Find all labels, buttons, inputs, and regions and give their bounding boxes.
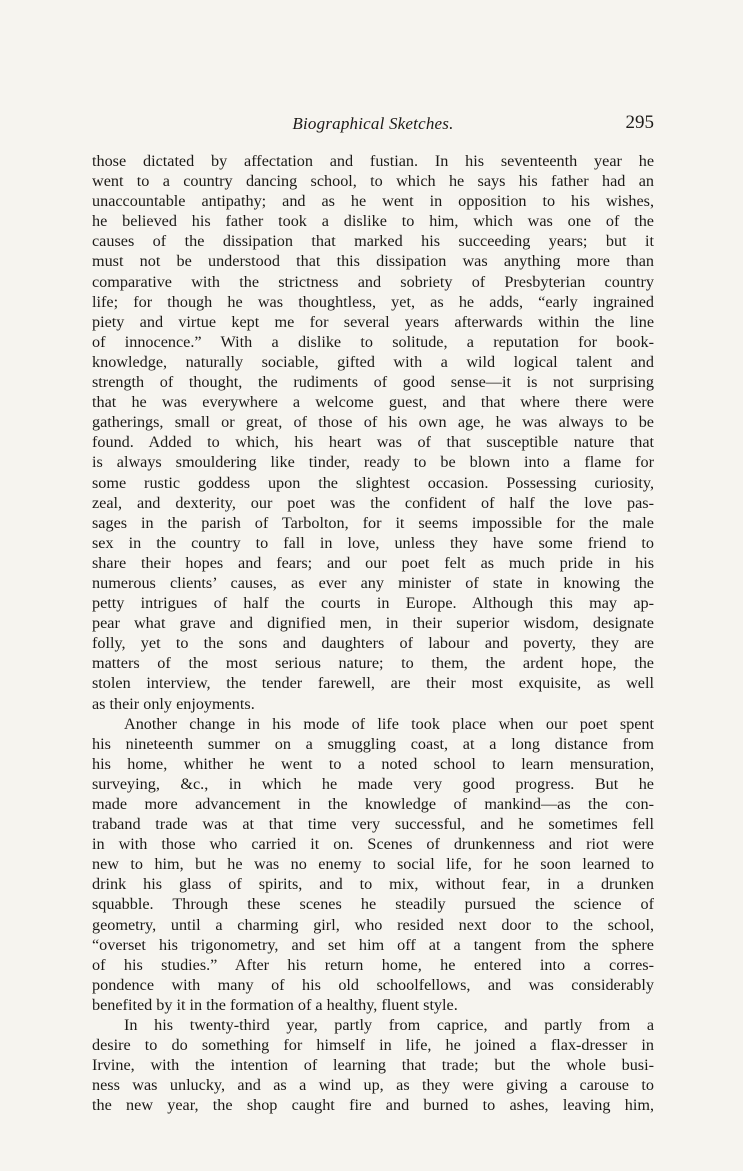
- text-line: petty intrigues of half the courts in Europe. Although this may ap-: [92, 594, 654, 613]
- text-line: that he was everywhere a welcome guest, and that where there were: [92, 393, 654, 412]
- text-line: share their hopes and fears; and our poet felt as much pride in his: [92, 553, 654, 572]
- text-line: unaccountable antipathy; and as he went in opposition to his wishes,: [92, 192, 654, 211]
- text-line: folly, yet to the sons and daughters of labour and poverty, they are: [92, 634, 654, 653]
- text-line: numerous clients’ causes, as ever any minister of state in knowing the: [92, 573, 654, 592]
- body-text: [92, 151, 654, 1116]
- text-line: his home, whither he went to a noted school to learn mensuration,: [92, 754, 654, 773]
- text-line: found. Added to which, his heart was of that susceptible nature that: [92, 433, 654, 452]
- text-line: desire to do something for himself in life, he joined a flax-dresser in: [92, 1036, 654, 1055]
- text-line: matters of the most serious nature; to them, the ardent hope, the: [92, 654, 654, 673]
- text-line: pear what grave and dignified men, in their superior wisdom, designate: [92, 614, 654, 633]
- text-line: sages in the parish of Tarbolton, for it seems impossible for the male: [92, 513, 654, 532]
- text-line: in with those who carried it on. Scenes of drunkenness and riot were: [92, 835, 654, 854]
- text-line: traband trade was at that time very successful, and he sometimes fell: [92, 815, 654, 834]
- text-line: geometry, until a charming girl, who resided next door to the school,: [92, 915, 654, 934]
- text-line: strength of thought, the rudiments of good sense—it is not surprising: [92, 373, 654, 392]
- running-head: [92, 114, 654, 138]
- text-line: In his twenty-third year, partly from caprice, and partly from a: [124, 1016, 654, 1035]
- text-line: comparative with the strictness and sobriety of Presbyterian country: [92, 272, 654, 291]
- page-number: 295: [625, 112, 654, 133]
- text-line: knowledge, naturally sociable, gifted with a wild logical talent and: [92, 352, 654, 371]
- text-line: is always smouldering like tinder, ready to be blown into a flame for: [92, 453, 654, 472]
- text-line: life; for though he was thoughtless, yet, as he adds, “early ingrained: [92, 292, 654, 311]
- text-line: his nineteenth summer on a smuggling coast, at a long distance from: [92, 734, 654, 753]
- text-line: as their only enjoyments.: [92, 694, 255, 713]
- text-line: those dictated by affectation and fustian. In his seventeenth year he: [92, 152, 654, 170]
- text-line: went to a country dancing school, to which he says his father had an: [92, 172, 654, 191]
- text-line: Another change in his mode of life took place when our poet spent: [124, 714, 654, 733]
- text-line: Irvine, with the intention of learning that trade; but the whole busi-: [92, 1056, 654, 1075]
- text-line: causes of the dissipation that marked his succeeding years; but it: [92, 232, 654, 251]
- text-line: drink his glass of spirits, and to mix, without fear, in a drunken: [92, 875, 654, 894]
- text-line: the new year, the shop caught fire and burned to ashes, leaving him,: [92, 1096, 654, 1115]
- text-line: he believed his father took a dislike to him, which was one of the: [92, 212, 654, 231]
- text-line: new to him, but he was no enemy to social life, for he soon learned to: [92, 855, 654, 874]
- text-line: squabble. Through these scenes he steadily pursued the science of: [92, 895, 654, 914]
- text-line: piety and virtue kept me for several years afterwards within the line: [92, 312, 654, 331]
- text-line: gatherings, small or great, of those of his own age, he was always to be: [92, 413, 654, 432]
- text-line: surveying, &c., in which he made very good progress. But he: [92, 774, 654, 793]
- text-line: “overset his trigonometry, and set him off at a tangent from the sphere: [92, 935, 654, 954]
- text-line: of innocence.” With a dislike to solitude, a reputation for book-: [92, 332, 654, 351]
- text-line: of his studies.” After his return home, he entered into a corres-: [92, 955, 654, 974]
- text-line: ness was unlucky, and as a wind up, as they were giving a carouse to: [92, 1076, 654, 1095]
- text-line: some rustic goddess upon the slightest occasion. Possessing curiosity,: [92, 473, 654, 492]
- text-line: zeal, and dexterity, our poet was the confident of half the love pas-: [92, 493, 654, 512]
- text-line: must not be understood that this dissipation was anything more than: [92, 252, 654, 271]
- running-title: Biographical Sketches.: [292, 114, 454, 133]
- text-line: made more advancement in the knowledge of mankind—as the con-: [92, 795, 654, 813]
- text-line: pondence with many of his old schoolfellows, and was considerably: [92, 975, 654, 994]
- text-line: stolen interview, the tender farewell, are their most exquisite, as well: [92, 674, 654, 693]
- text-line: sex in the country to fall in love, unless they have some friend to: [92, 533, 654, 552]
- text-line: benefited by it in the formation of a healthy, fluent style.: [92, 995, 458, 1014]
